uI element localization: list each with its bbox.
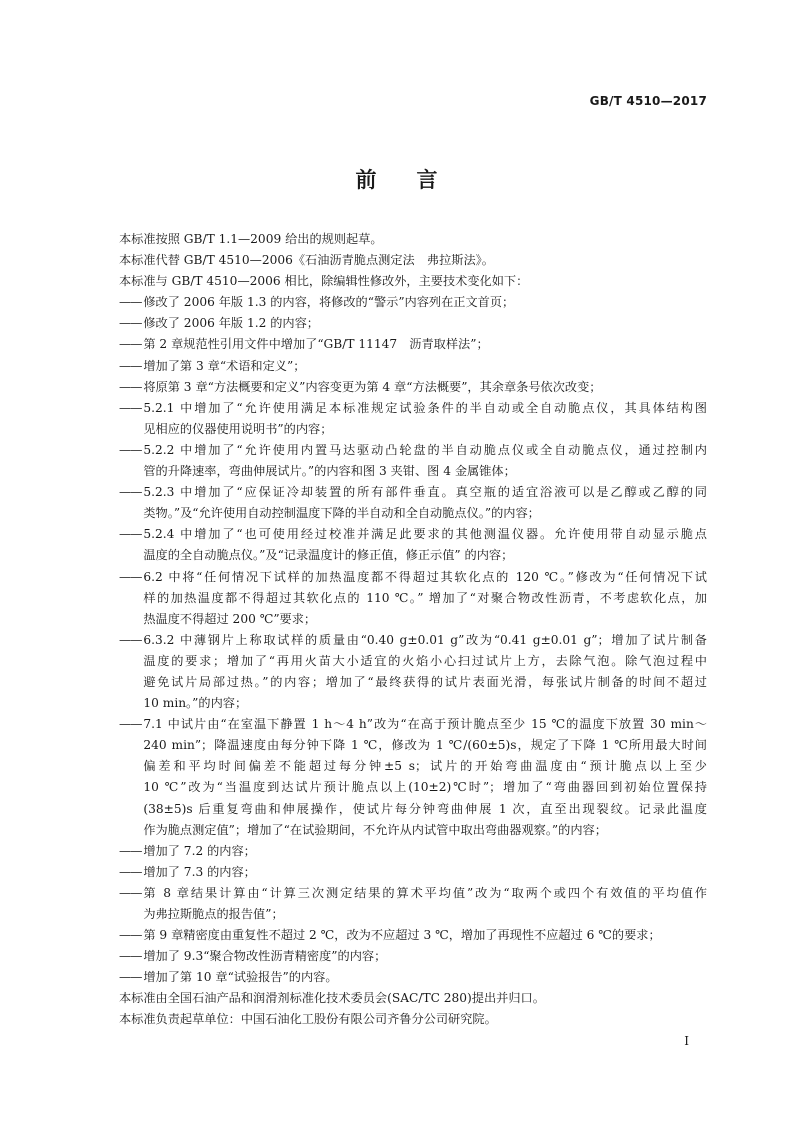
change-item-line: 240 min”；降温速度由每分钟下降 1 ℃，修改为 1 ℃/(60±5)s，规定了下降 1 ℃所用最大时间	[143, 738, 707, 753]
em-dash-marker: ——	[119, 843, 142, 858]
change-item-line: 增加了 9.3“聚合物改性沥青精密度”的内容；	[143, 949, 387, 964]
change-item	[119, 356, 707, 377]
change-item-line: 6.2 中将“任何情况下试样的加热温度都不得超过其软化点的 120 ℃。”修改为“任何情况下试	[143, 569, 707, 584]
change-item	[119, 883, 707, 925]
em-dash-marker: ——	[119, 632, 142, 647]
change-item-text	[143, 862, 707, 883]
change-item-line: 5.2.4 中增加了“也可使用经过校准并满足此要求的其他测温仪器。允许使用带自动显示脆点	[143, 527, 707, 542]
em-dash-marker: ——	[119, 569, 142, 584]
change-item-line: 第 2 章规范性引用文件中增加了“GB/T 11147 沥青取样法”；	[143, 337, 489, 352]
change-item-line: 见相应的仪器使用说明书”的内容；	[143, 421, 333, 436]
em-dash-marker: ——	[119, 527, 142, 542]
change-item-text	[143, 377, 707, 398]
change-item-line: 样的加热温度都不得超过其软化点的 110 ℃。” 增加了“对聚合物改性沥青，不考虑软化点，加	[143, 590, 707, 605]
change-item-line: 增加了 7.2 的内容；	[143, 843, 256, 858]
change-item-line: 增加了 7.3 的内容；	[143, 864, 256, 879]
foreword-body	[119, 229, 707, 1031]
change-item-line: (38±5)s 后重复弯曲和伸展操作，使试片每分钟弯曲伸展 1 次，直至出现裂纹。记录此温度	[143, 801, 707, 816]
change-item-text	[143, 524, 707, 566]
changes-list	[119, 292, 707, 988]
change-item-line: 第 9 章精密度由重复性不超过 2 ℃，改为不应超过 3 ℃，增加了再现性不应超过 6 ℃的要求；	[143, 928, 661, 943]
change-item-line: 10 ℃”改为“当温度到达试片预计脆点以上(10±2)℃时”；增加了“弯曲器回到初始位置保持	[143, 780, 707, 795]
change-item-text	[143, 292, 707, 313]
change-item-text	[143, 482, 707, 524]
change-item-text	[143, 313, 707, 334]
em-dash-marker: ——	[119, 442, 142, 457]
change-item-line: 将原第 3 章“方法概要和定义”内容变更为第 4 章“方法概要”，其余章条号依次改变；	[143, 379, 602, 394]
page-title: 前言	[355, 168, 478, 192]
em-dash-marker: ——	[119, 316, 142, 331]
change-item-text	[143, 440, 707, 482]
change-item-line: 热温度不得超过 200 ℃”要求；	[143, 611, 317, 626]
em-dash-marker: ——	[119, 864, 142, 879]
change-item-line: 修改了 2006 年版 1.2 的内容；	[143, 316, 319, 331]
page-number: I	[684, 1034, 689, 1048]
intro-line: 本标准按照 GB/T 1.1—2009 给出的规则起草。	[119, 232, 383, 246]
em-dash-marker: ——	[119, 949, 142, 964]
em-dash-marker: ——	[119, 400, 142, 415]
change-item-line: 5.2.1 中增加了“允许使用满足本标准规定试验条件的半自动或全自动脆点仪，其具体结构图	[143, 400, 707, 415]
change-item	[119, 714, 707, 841]
change-item-line: 偏差和平均时间偏差不能超过每分钟±5 s；试片的开始弯曲温度由“预计脆点以上至少	[143, 759, 707, 774]
change-item-line: 温度的要求；增加了“再用火苗大小适宜的火焰小心扫过试片上方，去除气泡。除气泡过程中	[143, 653, 707, 668]
em-dash-marker: ——	[119, 970, 142, 985]
change-item-line: 作为脆点测定值”；增加了“在试验期间，不允许从内试管中取出弯曲器观察。”的内容；	[143, 822, 607, 837]
change-item	[119, 567, 707, 630]
intro-line: 本标准代替 GB/T 4510—2006《石油沥青脆点测定法 弗拉斯法》。	[119, 253, 494, 268]
change-item-text	[143, 398, 707, 440]
change-item-line: 管的升降速率，弯曲伸展试片。”的内容和图 3 夹钳、图 4 金属锥体；	[143, 464, 516, 479]
change-item-line: 增加了第 10 章“试验报告”的内容。	[143, 970, 338, 985]
change-item-text	[143, 883, 707, 925]
change-item-text	[143, 356, 707, 377]
change-item-line: 5.2.3 中增加了“应保证冷却装置的所有部件垂直。真空瓶的适宜浴液可以是乙醇或乙醇的同	[143, 485, 707, 500]
change-item	[119, 524, 707, 566]
closing-line: 本标准负责起草单位：中国石油化工股份有限公司齐鲁分公司研究院。	[119, 1012, 497, 1027]
em-dash-marker: ——	[119, 295, 142, 310]
change-item	[119, 630, 707, 714]
change-item-line: 10 min。”的内容；	[143, 696, 248, 711]
em-dash-marker: ——	[119, 358, 142, 373]
change-item-line: 6.3.2 中薄钢片上称取试样的质量由“0.40 g±0.01 g”改为“0.41 g±0.01 g”；增加了试片制备	[143, 632, 707, 647]
change-item-text	[143, 946, 707, 967]
change-item-text	[143, 967, 707, 988]
change-item-line: 7.1 中试片由“在室温下静置 1 h～4 h”改为“在高于预计脆点至少 15 ℃的温度下放置 30 min～	[143, 717, 707, 732]
change-item	[119, 482, 707, 524]
change-item-line: 增加了第 3 章“术语和定义”；	[143, 358, 306, 373]
change-item-line: 温度的全自动脆点仪。”及“记录温度计的修正值，修正示值” 的内容；	[143, 548, 514, 563]
change-item-text	[143, 925, 707, 946]
standard-code: GB/T 4510—2017	[589, 94, 707, 108]
change-item-text	[143, 567, 707, 630]
change-item	[119, 925, 707, 946]
change-item	[119, 334, 707, 355]
em-dash-marker: ——	[119, 717, 142, 732]
change-item	[119, 440, 707, 482]
change-item	[119, 862, 707, 883]
intro-line: 本标准与 GB/T 4510—2006 相比，除编辑性修改外，主要技术变化如下：	[119, 274, 529, 289]
change-item-line: 类物。”及“允许使用自动控制温度下降的半自动和全自动脆点仪。”的内容；	[143, 506, 540, 521]
change-item	[119, 313, 707, 334]
em-dash-marker: ——	[119, 379, 142, 394]
change-item	[119, 967, 707, 988]
change-item-line: 第 8 章结果计算由“计算三次测定结果的算术平均值”改为“取两个或四个有效值的平均值作	[143, 885, 707, 900]
em-dash-marker: ——	[119, 885, 142, 900]
change-item	[119, 292, 707, 313]
change-item	[119, 946, 707, 967]
change-item	[119, 841, 707, 862]
change-item-line: 为弗拉斯脆点的报告值”；	[143, 907, 284, 921]
change-item-text	[143, 841, 707, 862]
change-item-line: 避免试片局部过热。”的内容；增加了“最终获得的试片表面光滑，每张试片制备的时间不超过	[143, 674, 707, 689]
em-dash-marker: ——	[119, 485, 142, 500]
change-item	[119, 377, 707, 398]
change-item-line: 5.2.2 中增加了“允许使用内置马达驱动凸轮盘的半自动脆点仪或全自动脆点仪，通过控制内	[143, 442, 707, 457]
change-item	[119, 398, 707, 440]
em-dash-marker: ——	[119, 928, 142, 943]
em-dash-marker: ——	[119, 337, 142, 352]
change-item-text	[143, 630, 707, 714]
closing-line: 本标准由全国石油产品和润滑剂标准化技术委员会(SAC/TC 280)提出并归口。	[119, 991, 545, 1006]
change-item-text	[143, 714, 707, 841]
change-item-text	[143, 334, 707, 355]
change-item-line: 修改了 2006 年版 1.3 的内容，将修改的“警示”内容列在正文首页；	[143, 295, 515, 310]
